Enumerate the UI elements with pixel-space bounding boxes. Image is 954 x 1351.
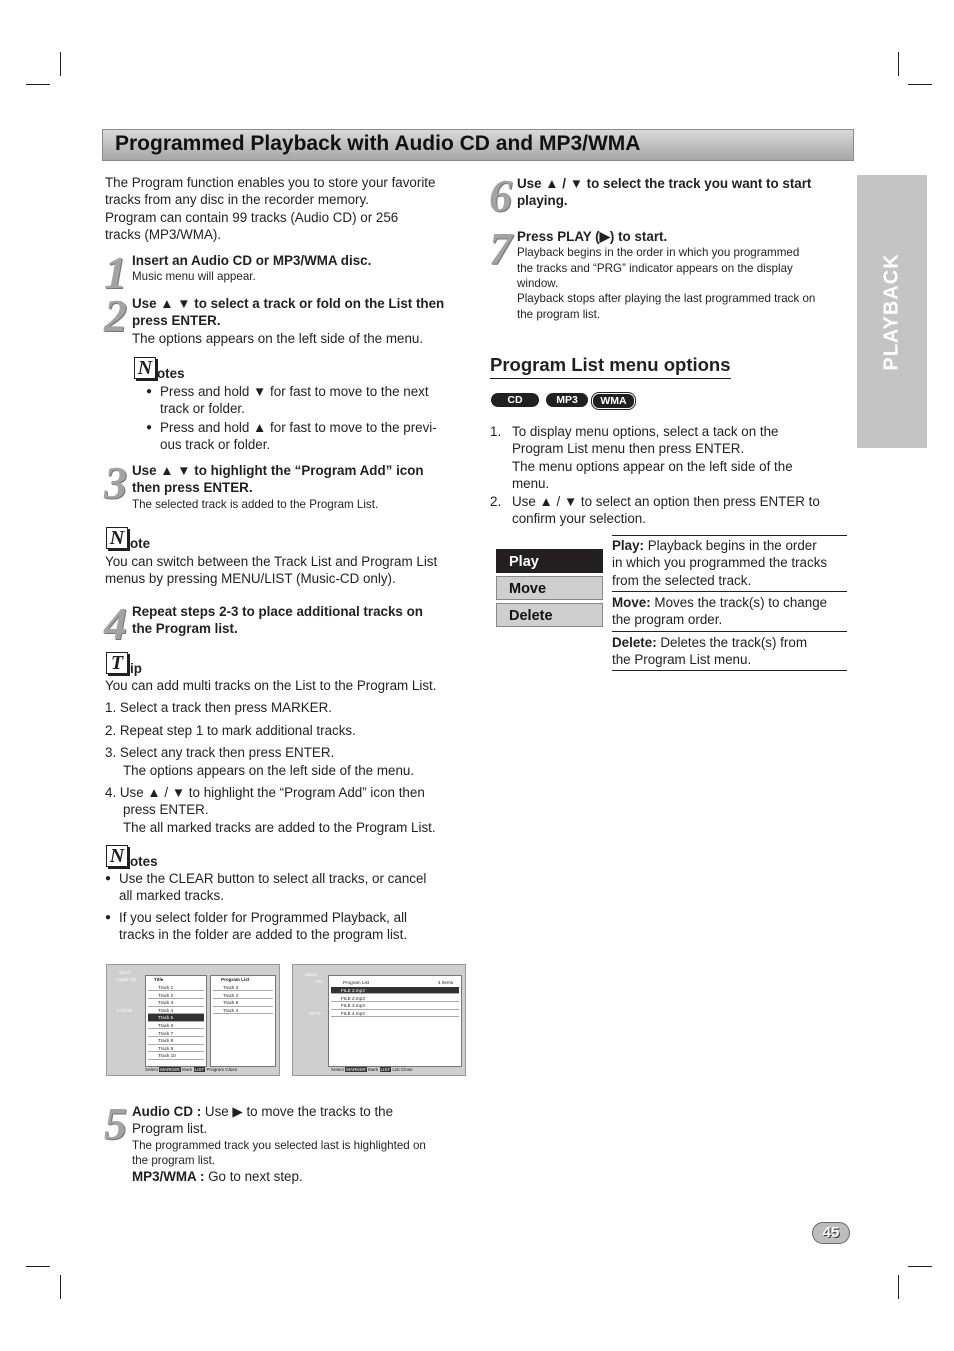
instruction-item: 1. To display menu options, select a tack on the Program List menu then press ENTER. The menu options appear on the left side of the menu. <box>490 424 793 492</box>
tip-item: 1. Select a track then press MARKER. <box>105 700 332 716</box>
step-number: 5 <box>104 1098 127 1149</box>
menu-side-subtitle: - Audio CD <box>114 977 137 982</box>
step-heading: Press PLAY (▶) to start. <box>517 229 668 244</box>
badge-cd: CD <box>491 393 539 407</box>
list-row <box>213 992 273 999</box>
menu-footer: Select MARKER Mark LIST Program Close <box>145 1067 238 1072</box>
note-icon: N <box>134 357 156 379</box>
page-title: Programmed Playback with Audio CD and MP3/WMA <box>115 132 641 155</box>
notes-label: otes <box>157 366 185 381</box>
step-6 <box>517 175 852 210</box>
note-label: ote <box>130 536 151 551</box>
tip-text: You can add multi tracks on the List to the Program List. 1. Select a track then press MARKER. 2. Repeat step 1 to mark additional tracks. 3. Select any track then press ENTER. The options appears on the left side of the menu. 4. Use ▲ / ▼ to highlight the “Program Add” icon then press ENTER. The all marked tracks are added to the Program List. <box>105 677 475 836</box>
step-text: the program list. <box>132 1154 216 1168</box>
list-row-label: Track 5 <box>158 1015 174 1021</box>
menu-side-subtitle: - CD <box>313 979 323 984</box>
notes-item: ● If you select folder for Programmed Playback, all tracks in the folder are added to the program list. <box>119 909 474 944</box>
notes-list <box>160 383 470 454</box>
list-row <box>331 995 459 1002</box>
badge-wma: WMA <box>592 393 635 409</box>
step-5: Audio CD : Use ▶ to move the tracks to the Program list. The programmed track you selected last is highlighted on the program list. MP3/WMA : Go to next step. <box>132 1103 477 1186</box>
notes-list <box>119 870 474 944</box>
list-row <box>148 1007 204 1014</box>
program-list-panel <box>210 975 276 1067</box>
list-row-label: Track 6 <box>158 1023 174 1028</box>
list-row <box>213 1007 273 1014</box>
menu-side-title: Music <box>305 972 317 977</box>
intro-line: tracks (MP3/WMA). <box>105 227 222 243</box>
note-text: You can switch between the Track List and Program List menus by pressing MENU/LIST (Music-CD only). <box>105 554 438 587</box>
menu-time: 1:07:30 <box>117 1008 133 1013</box>
step-number: 2 <box>104 290 127 341</box>
step-heading: Insert an Audio CD or MP3/WMA disc. <box>132 253 372 268</box>
menu-time: 00:00 <box>309 1011 321 1016</box>
crop-mark <box>60 52 61 76</box>
intro-line: tracks from any disc in the recorder memory. <box>105 192 369 208</box>
list-row <box>331 987 459 994</box>
step-1 <box>132 252 472 285</box>
list-row <box>331 1002 459 1009</box>
table-rule <box>612 591 847 592</box>
step-7: Press PLAY (▶) to start. Playback begins in the order in which you programmed the tracks and “PRG” indicator appears on the display window. Playback stops after playing the last programmed track on the program list. <box>517 228 857 322</box>
page-number: 45 <box>812 1222 850 1244</box>
list-row-label: Track 1 <box>158 985 174 990</box>
crop-mark <box>908 1266 932 1267</box>
instruction-item: 2. Use ▲ / ▼ to select an option then press ENTER to confirm your selection. <box>490 493 820 527</box>
step-number: 6 <box>489 170 512 221</box>
crop-mark <box>26 84 50 85</box>
menu-option-move[interactable]: Move <box>496 576 603 600</box>
crop-mark <box>60 1275 61 1299</box>
track-list-header: Title <box>154 977 164 982</box>
option-desc-move: Move: Moves the track(s) to change the program order. <box>612 595 828 628</box>
step-heading: playing. <box>517 193 568 209</box>
side-tab-label: PLAYBACK <box>880 252 903 371</box>
note-icon: N <box>106 845 128 867</box>
list-row <box>148 1045 204 1052</box>
program-list-header: Program List <box>221 977 250 982</box>
list-row-label: FILE 3.mp3 <box>341 1003 365 1009</box>
list-row <box>148 1052 204 1059</box>
intro-paragraph <box>105 174 475 244</box>
step-3 <box>132 462 477 512</box>
tip-icon: T <box>106 652 128 674</box>
list-row <box>213 999 273 1006</box>
notes-item: ● Press and hold ▼ for fast to move to the next track or folder. <box>160 383 470 418</box>
step-number: 4 <box>104 598 127 649</box>
badge-mp3: MP3 <box>546 393 588 407</box>
list-row <box>331 1010 459 1017</box>
list-row <box>148 1030 204 1037</box>
step-text: The programmed track you selected last is highlighted on <box>132 1138 426 1152</box>
list-row-label: Track 9 <box>158 1045 174 1051</box>
step-text: The selected track is added to the Program List. <box>132 497 379 511</box>
intro-line: The Program function enables you to store your favorite <box>105 175 436 190</box>
step-heading: press ENTER. <box>132 313 221 329</box>
list-row-label: FILE 2.mp3 <box>341 988 365 993</box>
step-text: Music menu will appear. <box>132 270 256 284</box>
step-heading: Use ▲ / ▼ to select the track you want to start <box>517 176 812 191</box>
list-row-label: FILE 4.mp3 <box>341 1010 365 1016</box>
crop-mark <box>26 1266 50 1267</box>
section-side-tab <box>857 175 927 448</box>
tip-item: 3. Select any track then press ENTER. <box>105 745 335 761</box>
options-instructions <box>490 423 850 527</box>
menu-side-title: Music <box>119 970 131 975</box>
menu-footer: Select MARKER Mark LIST List Close <box>331 1067 413 1072</box>
list-row <box>148 1014 204 1021</box>
music-menu-screenshot-mp3 <box>292 964 466 1076</box>
list-row-label: Track 3 <box>158 1000 174 1006</box>
step-number: 1 <box>104 247 127 298</box>
list-row-label: Track 2 <box>158 992 174 998</box>
list-row-label: Track 4 <box>223 1007 239 1013</box>
crop-mark <box>898 52 899 76</box>
list-row <box>148 992 204 999</box>
list-row <box>148 1037 204 1044</box>
tip-item: 2. Repeat step 1 to mark additional tracks. <box>105 722 356 738</box>
crop-mark <box>898 1275 899 1299</box>
intro-line: Program can contain 99 tracks (Audio CD) or 256 <box>105 209 399 225</box>
music-menu-screenshot-audio-cd <box>106 964 280 1076</box>
tip-item: 4. Use ▲ / ▼ to highlight the “Program Add” icon then <box>105 785 425 801</box>
list-row-label: Track 8 <box>223 1000 239 1006</box>
menu-option-delete[interactable]: Delete <box>496 603 603 627</box>
step-2 <box>132 295 477 347</box>
program-list-header: Program List <box>343 980 370 985</box>
list-row-label: Track 10 <box>158 1053 176 1059</box>
program-item-count: 4 Items <box>438 980 454 985</box>
step-heading: Repeat steps 2-3 to place additional tracks on <box>132 604 423 619</box>
list-row <box>148 984 204 991</box>
list-row <box>148 999 204 1006</box>
program-list-panel <box>328 975 462 1067</box>
list-row-label: FILE 2.mp3 <box>341 995 365 1001</box>
list-row-label: Track 4 <box>158 1007 174 1013</box>
step-text: The options appears on the left side of the menu. <box>132 330 424 346</box>
track-list-panel <box>145 975 207 1067</box>
notes-item: ● Press and hold ▲ for fast to move to the previ- ous track or folder. <box>160 419 470 454</box>
notes-item: ● Use the CLEAR button to select all tracks, or cancel all marked tracks. <box>119 870 474 905</box>
tip-label: ip <box>130 661 142 676</box>
step-heading: the Program list. <box>132 621 238 637</box>
option-desc-delete: Delete: Deletes the track(s) from the Program List menu. <box>612 635 807 668</box>
option-desc-play: Play: Playback begins in the order in which you programmed the tracks from the selected track. <box>612 538 828 588</box>
menu-option-play[interactable]: Play <box>496 549 603 573</box>
step-4 <box>132 603 477 638</box>
page-title-bar <box>102 129 854 161</box>
step-number: 3 <box>104 457 127 508</box>
table-rule <box>612 631 847 632</box>
list-row-label: Track 7 <box>158 1030 174 1036</box>
note-icon: N <box>106 527 128 549</box>
crop-mark <box>908 84 932 85</box>
table-rule <box>612 670 847 671</box>
step-number: 7 <box>489 223 512 274</box>
list-row <box>148 1022 204 1029</box>
list-row-label: Track 8 <box>158 1038 174 1044</box>
list-row <box>213 984 273 991</box>
list-row-label: Track 2 <box>223 992 239 998</box>
notes-label: otes <box>130 854 158 869</box>
step-heading: Use ▲ ▼ to select a track or fold on the List then <box>132 296 445 311</box>
table-rule <box>612 535 847 536</box>
step-heading: Use ▲ ▼ to highlight the “Program Add” icon <box>132 463 424 478</box>
list-row-label: Track 3 <box>223 985 239 990</box>
section-title: Program List menu options <box>490 354 731 379</box>
step-heading: then press ENTER. <box>132 480 253 496</box>
